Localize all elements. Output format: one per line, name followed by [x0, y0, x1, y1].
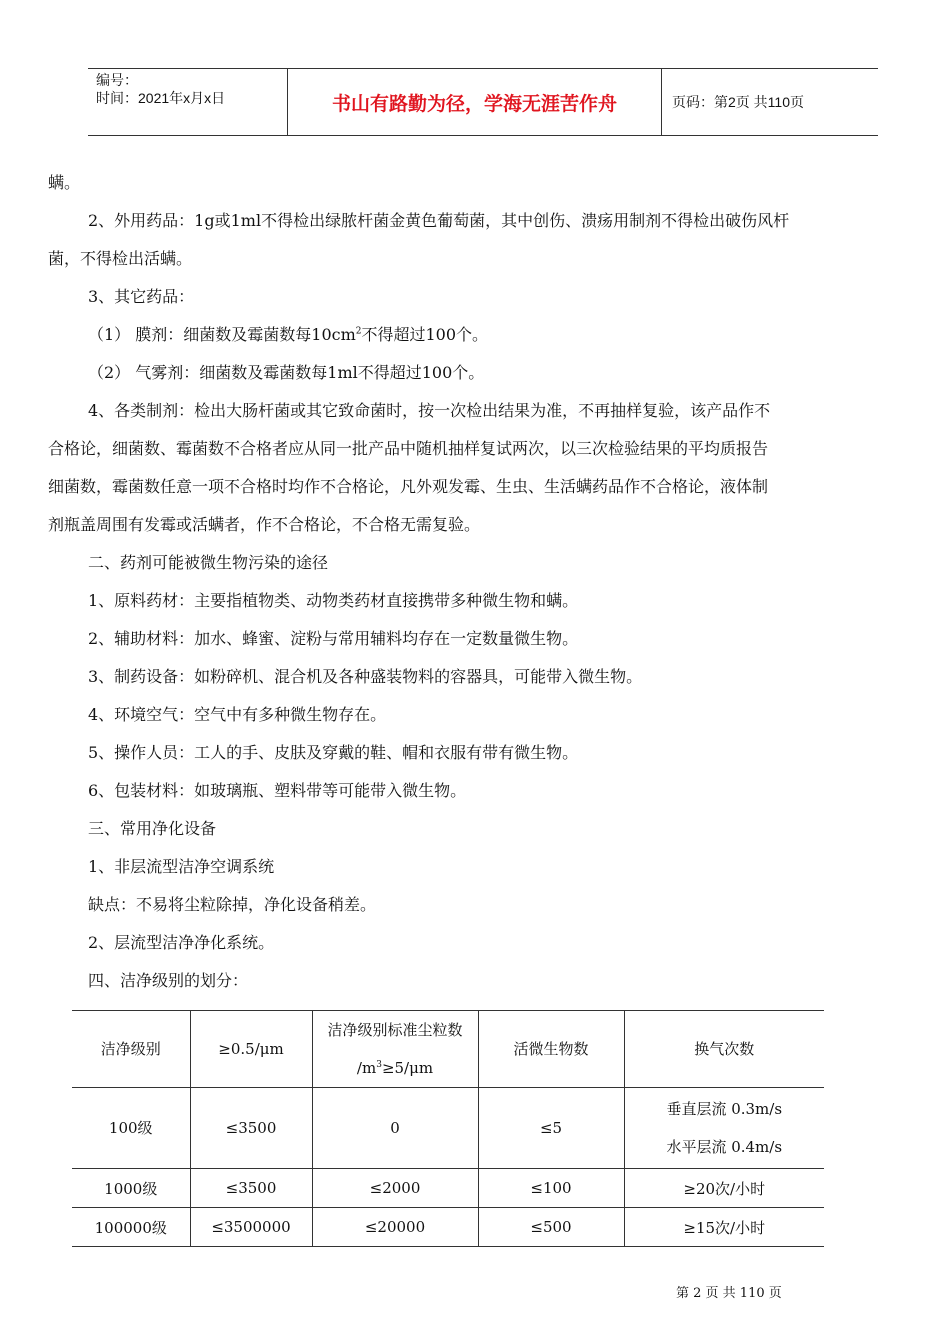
paragraph: 4、各类制剂：检出大肠杆菌或其它致命菌时，按一次检出结果为准，不再抽样复验，该产品作不 [88, 401, 771, 420]
paragraph: 2、外用药品：1g或1ml不得检出绿脓杆菌金黄色葡萄菌，其中创伤、溃疡用制剂不得检出破伤风杆 [88, 211, 790, 230]
table-cell: ≤500 [478, 1208, 624, 1247]
table-cell: ≤3500 [190, 1088, 312, 1169]
table-header-cell: 活微生物数 [478, 1011, 624, 1088]
header-date-label: 时间：2021年x月x日 [96, 90, 226, 106]
paragraph: 1、原料药材：主要指植物类、动物类药材直接携带多种微生物和螨。 [88, 591, 579, 610]
table-header-cell: 洁净级别 [72, 1011, 190, 1088]
superscript: 2 [355, 326, 362, 337]
paragraph: 5、操作人员：工人的手、皮肤及穿戴的鞋、帽和衣服有带有微生物。 [88, 743, 579, 762]
cleanliness-grade-table [72, 1010, 824, 1247]
header-page-label: 页码：第2页 共110页 [672, 94, 804, 110]
table-header-cell [312, 1011, 478, 1088]
text: ≥5/μm [381, 1059, 434, 1077]
table-cell: ≤20000 [312, 1208, 478, 1247]
paragraph: 缺点：不易将尘粒除掉，净化设备稍差。 [88, 895, 377, 914]
paragraph: 4、环境空气：空气中有多种微生物存在。 [88, 705, 387, 724]
header-motto: 书山有路勤为径，学海无涯苦作舟 [288, 69, 662, 135]
table-cell: ≤3500 [190, 1169, 312, 1208]
text: /m [356, 1059, 377, 1077]
paragraph: 合格论，细菌数、霉菌数不合格者应从同一批产品中随机抽样复试两次，以三次检验结果的平均质报告 [48, 439, 769, 458]
paragraph: 3、制药设备：如粉碎机、混合机及各种盛装物料的容器具，可能带入微生物。 [88, 667, 643, 686]
paragraph: 螨。 [48, 173, 81, 192]
page-footer: 第 2 页 共 110 页 [676, 1286, 782, 1301]
table-header-cell: 换气次数 [624, 1011, 824, 1088]
table-header-row [72, 1011, 824, 1088]
section-heading: 二、药剂可能被微生物污染的途径 [88, 553, 329, 572]
text: （1） 膜剂：细菌数及霉菌数每10cm [88, 325, 356, 344]
header-line [313, 1049, 478, 1087]
table-cell: 100级 [72, 1088, 190, 1169]
text: 不得超过100个。 [361, 325, 489, 344]
table-cell: ≥20次/小时 [624, 1169, 824, 1208]
table-row [72, 1088, 824, 1169]
paragraph: 2、辅助材料：加水、蜂蜜、淀粉与常用辅料均存在一定数量微生物。 [88, 629, 579, 648]
table-cell: ≥15次/小时 [624, 1208, 824, 1247]
document-body [48, 164, 918, 1000]
paragraph: 1、非层流型洁净空调系统 [88, 857, 275, 876]
header-meta [88, 69, 288, 135]
paragraph: 菌，不得检出活螨。 [48, 249, 193, 268]
table-header-cell: ≥0.5/μm [190, 1011, 312, 1088]
paragraph: 6、包装材料：如玻璃瓶、塑料带等可能带入微生物。 [88, 781, 467, 800]
table-cell: 100000级 [72, 1208, 190, 1247]
header-number-label: 编号： [96, 72, 138, 88]
paragraph [48, 316, 918, 354]
paragraph: 细菌数，霉菌数任意一项不合格时均作不合格论，凡外观发霉、生虫、生活螨药品作不合格论，液体制 [48, 477, 769, 496]
table-row [72, 1208, 824, 1247]
table-cell: 0 [312, 1088, 478, 1169]
page-header [88, 68, 878, 136]
table-cell: ≤2000 [312, 1169, 478, 1208]
header-line: 洁净级别标准尘粒数 [327, 1021, 463, 1039]
cell-line: 水平层流 0.4m/s [666, 1138, 783, 1156]
paragraph: （2） 气雾剂：细菌数及霉菌数每1ml不得超过100个。 [88, 363, 485, 382]
table-cell: ≤3500000 [190, 1208, 312, 1247]
table-cell: ≤5 [478, 1088, 624, 1169]
table-cell: ≤100 [478, 1169, 624, 1208]
section-heading: 四、洁净级别的划分： [88, 971, 249, 990]
cell-line: 垂直层流 0.3m/s [666, 1100, 783, 1118]
paragraph: 3、其它药品： [88, 287, 195, 306]
paragraph: 剂瓶盖周围有发霉或活螨者，作不合格论，不合格无需复验。 [48, 515, 481, 534]
paragraph: 2、层流型洁净净化系统。 [88, 933, 275, 952]
table-cell: 1000级 [72, 1169, 190, 1208]
table-cell [624, 1088, 824, 1169]
table-row [72, 1169, 824, 1208]
section-heading: 三、常用净化设备 [88, 819, 217, 838]
superscript: 3 [376, 1060, 382, 1070]
